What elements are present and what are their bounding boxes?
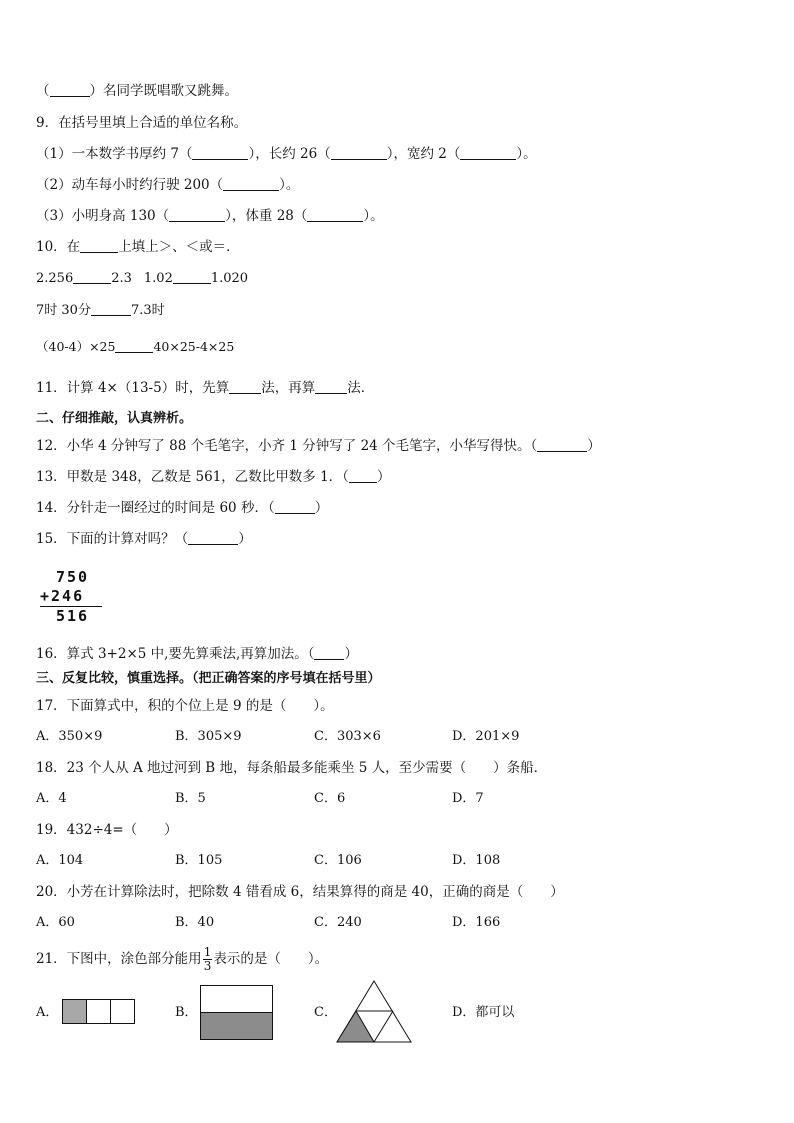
q21-option-d[interactable]: D．都可以	[452, 1005, 515, 1020]
q20-option-d[interactable]: D．166	[452, 915, 501, 930]
answer-blank[interactable]	[173, 270, 211, 284]
q19-option-b[interactable]: B．105	[175, 853, 223, 868]
q20-option-c[interactable]: C．240	[314, 915, 362, 930]
section-3-heading: 三、反复比较，慎重选择。（把正确答案的序号填在括号里）	[36, 671, 381, 686]
q21-option-a[interactable]: A．	[36, 1005, 59, 1020]
figure-a-cell	[87, 1000, 111, 1024]
figure-a-shaded-cell	[63, 1000, 87, 1024]
fraction-one-third: $\frac{1}{3}$	[203, 945, 212, 973]
question-9-title: 9．在括号里填上合适的单位名称。	[36, 115, 248, 131]
question-16: 16．算式 3+2×5 中,要先算乘法,再算加法。（ ）	[36, 646, 358, 662]
question-10-row-2: 7时 30分 7.3时	[36, 303, 165, 318]
question-13: 13．甲数是 348，乙数是 561，乙数比甲数多 1．（ ）	[36, 469, 391, 485]
answer-blank[interactable]	[73, 270, 111, 284]
answer-blank[interactable]	[460, 146, 516, 160]
q21-option-c[interactable]: C．	[314, 1005, 337, 1020]
answer-blank[interactable]	[50, 83, 90, 97]
q19-option-c[interactable]: C．106	[314, 853, 362, 868]
answer-blank[interactable]	[80, 239, 118, 253]
addend-top: 750	[56, 568, 90, 586]
q20-option-b[interactable]: B．40	[175, 915, 215, 930]
q21-figure-b	[200, 985, 274, 1041]
q18-option-c[interactable]: C．6	[314, 791, 346, 806]
answer-blank[interactable]	[315, 380, 347, 394]
answer-blank[interactable]	[91, 302, 131, 316]
question-10-row-1: 2.256 2.3 1.02 1.020	[36, 271, 249, 286]
q19-option-a[interactable]: A．104	[36, 853, 84, 868]
question-12: 12．小华 4 分钟写了 88 个毛笔字，小齐 1 分钟写了 24 个毛笔字，小华写得快。（ ）	[36, 438, 601, 454]
q8-tail: （ ）名同学既唱歌又跳舞。	[36, 83, 238, 99]
question-9-line-1: （1）一本数学书厚约 7（ ），长约 26（ ），宽约 2（ ）。	[36, 146, 537, 162]
q21-figure-a	[62, 999, 136, 1025]
answer-blank[interactable]	[314, 646, 344, 660]
q17-option-b[interactable]: B．305×9	[175, 729, 242, 744]
answer-blank[interactable]	[537, 438, 587, 452]
question-9-line-2: （2）动车每小时约行驶 200（ ）。	[36, 177, 300, 193]
q20-option-a[interactable]: A．60	[36, 915, 75, 930]
vertical-addition	[40, 568, 102, 626]
answer-blank[interactable]	[223, 177, 279, 191]
question-10-row-3: （40-4）×25 40×25-4×25	[36, 339, 235, 354]
q18-option-d[interactable]: D．7	[452, 791, 484, 806]
question-18-title: 18．23 个人从 A 地过河到 B 地，每条船最多能乘坐 5 人，至少需要（ ）条船．	[36, 760, 548, 776]
question-19-title: 19．432÷4=（ ）	[36, 822, 178, 838]
question-15: 15．下面的计算对吗？（ ）	[36, 531, 252, 547]
question-11: 11．计算 4×（13-5）时，先算 法，再算 法．	[36, 380, 375, 396]
q18-option-a[interactable]: A．4	[36, 791, 67, 806]
question-14: 14．分针走一圈经过的时间是 60 秒．（ ）	[36, 500, 329, 516]
question-20-title: 20．小芳在计算除法时，把除数 4 错看成 6，结果算得的商是 40，正确的商是（ ）	[36, 884, 564, 900]
question-9-line-3: （3）小明身高 130（ ），体重 28（ ）。	[36, 208, 384, 224]
answer-blank[interactable]	[349, 469, 377, 483]
q17-option-a[interactable]: A．350×9	[36, 729, 103, 744]
answer-blank[interactable]	[188, 531, 238, 545]
calc-result: 516	[56, 607, 90, 625]
addend-bottom: +246	[40, 587, 85, 605]
answer-blank[interactable]	[192, 146, 248, 160]
answer-blank[interactable]	[307, 208, 363, 222]
question-17-title: 17．下面算式中，积的个位上是 9 的是（ ）。	[36, 698, 334, 714]
q21-figure-c	[336, 980, 412, 1044]
q17-option-c[interactable]: C．303×6	[314, 729, 381, 744]
answer-blank[interactable]	[169, 208, 225, 222]
figure-a-cell	[111, 1000, 135, 1024]
answer-blank[interactable]	[275, 500, 315, 514]
figure-b-top-part	[201, 986, 273, 1013]
q19-option-d[interactable]: D．108	[452, 853, 501, 868]
figure-b-shaded-part	[201, 1013, 273, 1040]
answer-blank[interactable]	[115, 339, 153, 353]
section-2-heading: 二、仔细推敲，认真辨析。	[36, 411, 193, 426]
answer-blank[interactable]	[331, 146, 387, 160]
q21-option-b[interactable]: B．	[175, 1005, 198, 1020]
q18-option-b[interactable]: B．5	[175, 791, 206, 806]
question-10-title: 10．在 上填上＞、＜或＝．	[36, 239, 240, 255]
answer-blank[interactable]	[229, 380, 261, 394]
question-21-title: 21．下图中，涂色部分能用 $\frac{1}{3}$ 表示的是（ ）。	[36, 945, 329, 973]
q17-option-d[interactable]: D．201×9	[452, 729, 520, 744]
